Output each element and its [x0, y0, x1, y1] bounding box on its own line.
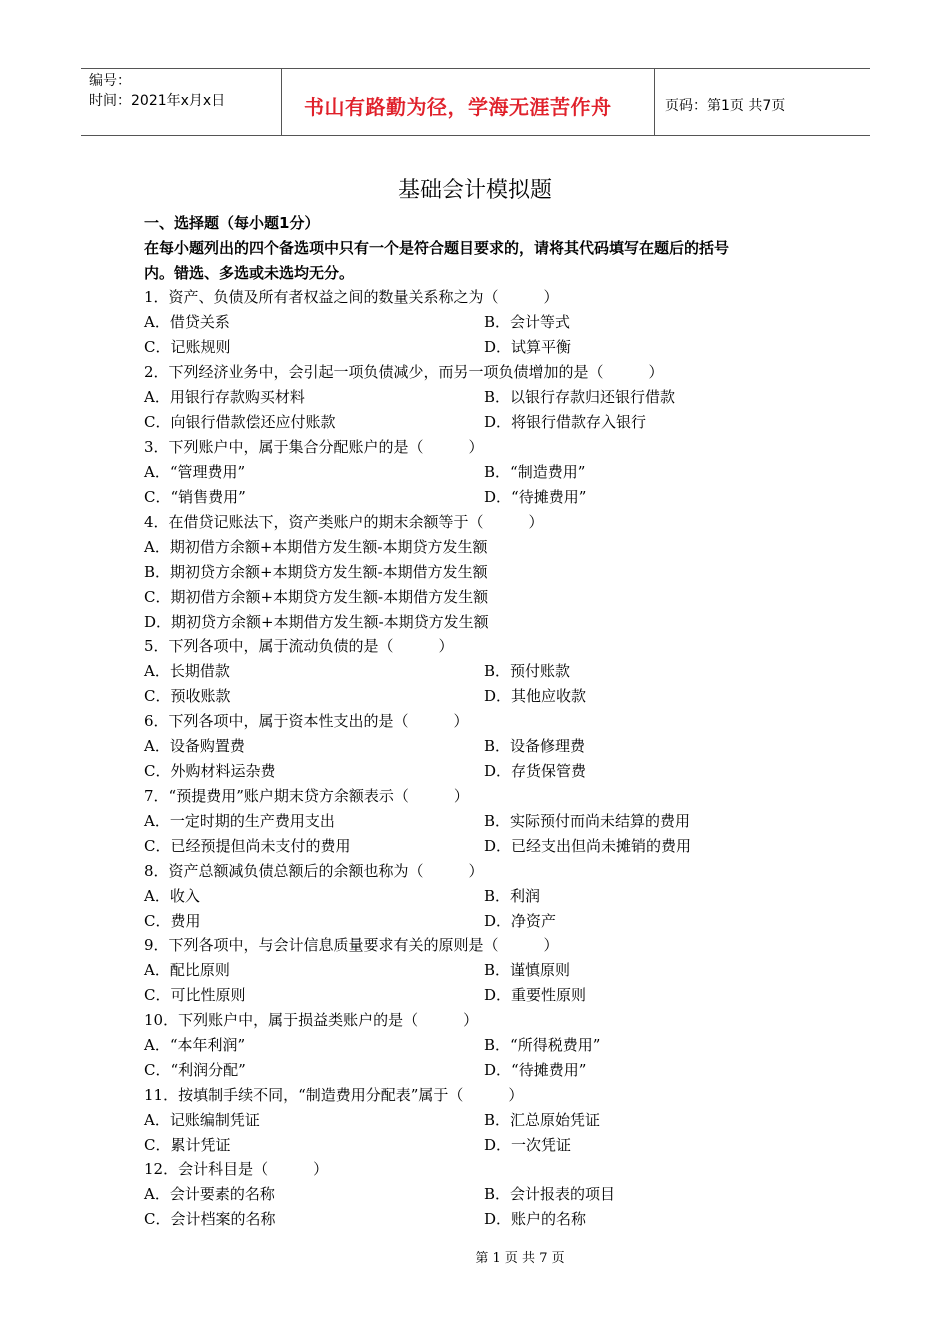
option-c: C．记账规则	[144, 338, 231, 356]
option-c: C．“利润分配”	[144, 1061, 246, 1079]
question-stem: 7．“预提费用”账户期末贷方余额表示（ ）	[144, 787, 469, 805]
document-title: 基础会计模拟题	[397, 178, 552, 203]
page-footer: 第 1 页 共 7 页	[475, 1251, 565, 1266]
option-d: D．已经支出但尚未摊销的费用	[484, 837, 692, 855]
option-a: A．会计要素的名称	[144, 1185, 275, 1203]
question-stem: 11．按填制手续不同，“制造费用分配表”属于（ ）	[144, 1086, 524, 1104]
option-a: A．收入	[144, 887, 200, 905]
option-a: A．记账编制凭证	[144, 1111, 260, 1129]
option-c: C．“销售费用”	[144, 488, 246, 506]
option-a: A．用银行存款购买材料	[144, 388, 305, 406]
question-stem: 8．资产总额减负债总额后的余额也称为（ ）	[144, 862, 484, 880]
option-d: D．净资产	[484, 912, 557, 930]
option-c: C．期初借方余额+本期贷方发生额-本期借方发生额	[144, 588, 489, 606]
option-c: C．会计档案的名称	[144, 1210, 276, 1228]
option-c: C．外购材料运杂费	[144, 762, 276, 780]
question-stem: 3．下列账户中，属于集合分配账户的是（ ）	[144, 438, 484, 456]
option-a: A．借贷关系	[144, 313, 230, 331]
motto: 书山有路勤为径，学海无涯苦作舟	[304, 95, 612, 119]
option-b: B．“制造费用”	[484, 463, 586, 481]
option-d: D．存货保管费	[484, 762, 587, 780]
instructions-line-2: 内。错选、多选或未选均无分。	[144, 264, 355, 282]
option-a: A．配比原则	[144, 961, 230, 979]
question-stem: 5．下列各项中，属于流动负债的是（ ）	[144, 637, 454, 655]
question-stem: 1．资产、负债及所有者权益之间的数量关系称之为（ ）	[144, 288, 559, 306]
option-a: A．一定时期的生产费用支出	[144, 812, 335, 830]
option-c: C．已经预提但尚未支付的费用	[144, 837, 351, 855]
option-b: B．设备修理费	[484, 737, 586, 755]
option-a: A．“管理费用”	[144, 463, 246, 481]
option-b: B．会计等式	[484, 313, 571, 331]
option-c: C．向银行借款偿还应付账款	[144, 413, 336, 431]
number-label: 编号：	[89, 73, 131, 89]
option-d: D．“待摊费用”	[484, 488, 587, 506]
option-b: B．谨慎原则	[484, 961, 571, 979]
question-stem: 2．下列经济业务中，会引起一项负债减少，而另一项负债增加的是（ ）	[144, 363, 664, 381]
option-d: D．其他应收款	[484, 687, 587, 705]
header-meta	[81, 69, 282, 135]
option-a: A．设备购置费	[144, 737, 245, 755]
question-stem: 4．在借贷记账法下，资产类账户的期末余额等于（ ）	[144, 513, 544, 531]
option-b: B．期初贷方余额+本期贷方发生额-本期借方发生额	[144, 563, 488, 581]
option-c: C．累计凭证	[144, 1136, 231, 1154]
option-c: C．预收账款	[144, 687, 231, 705]
option-c: C．可比性原则	[144, 986, 246, 1004]
option-d: D．账户的名称	[484, 1210, 587, 1228]
option-b: B．利润	[484, 887, 541, 905]
page-info: 页码：第1页 共7页	[665, 98, 786, 114]
option-d: D．一次凭证	[484, 1136, 572, 1154]
option-c: C．费用	[144, 912, 201, 930]
option-d: D．将银行借款存入银行	[484, 413, 647, 431]
option-b: B．“所得税费用”	[484, 1036, 601, 1054]
option-a: A．期初借方余额+本期借方发生额-本期贷方发生额	[144, 538, 488, 556]
question-stem: 9．下列各项中，与会计信息质量要求有关的原则是（ ）	[144, 936, 559, 954]
option-d: D．期初贷方余额+本期借方发生额-本期贷方发生额	[144, 613, 489, 631]
header-page-cell	[655, 69, 870, 135]
question-stem: 10．下列账户中，属于损益类账户的是（ ）	[144, 1011, 479, 1029]
option-d: D．“待摊费用”	[484, 1061, 587, 1079]
instructions-line-1: 在每小题列出的四个备选项中只有一个是符合题目要求的，请将其代码填写在题后的括号	[144, 239, 730, 257]
option-d: D．试算平衡	[484, 338, 572, 356]
option-b: B．实际预付而尚未结算的费用	[484, 812, 691, 830]
page-header	[81, 68, 870, 136]
option-b: B．以银行存款归还银行借款	[484, 388, 676, 406]
option-b: B．汇总原始凭证	[484, 1111, 601, 1129]
option-d: D．重要性原则	[484, 986, 587, 1004]
option-b: B．会计报表的项目	[484, 1185, 616, 1203]
question-stem: 6．下列各项中，属于资本性支出的是（ ）	[144, 712, 469, 730]
header-motto-cell	[282, 69, 655, 135]
question-stem: 12．会计科目是（ ）	[144, 1160, 329, 1178]
option-b: B．预付账款	[484, 662, 571, 680]
option-a: A．长期借款	[144, 662, 230, 680]
option-a: A．“本年利润”	[144, 1036, 246, 1054]
section-heading: 一、选择题（每小题1分）	[144, 214, 320, 232]
date-label: 时间：2021年x月x日	[89, 93, 226, 109]
